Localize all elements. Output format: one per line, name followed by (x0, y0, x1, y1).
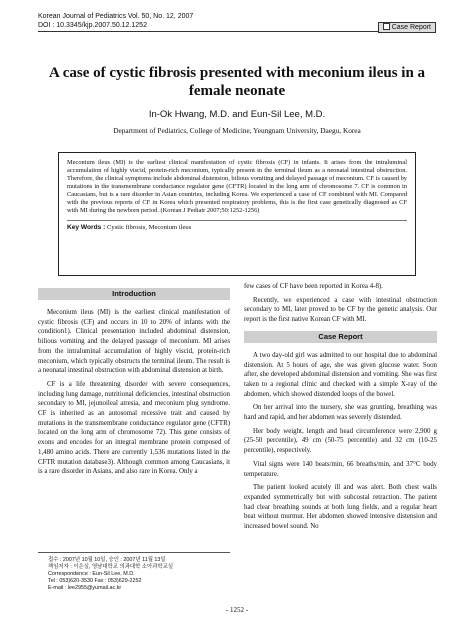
case-paragraph-2: On her arrival into the nursery, she was grunting, breathing was hard and rapid, and her abdomen was severely distended. (244, 404, 437, 422)
contact-email: E-mail : lee2955@yumail.ac.kr (48, 585, 122, 592)
corresponding-author: Correspondence : Eun-Sil Lee, M.D. (48, 571, 135, 578)
intro-paragraph-2: CF is a life threatening disorder with severe consequences, including lung damage, nutritional deficiencies, intestinal obstruction secondary to MI, jejunoileal atresia, and meconium plug syndrome. CF is inherited as an autosomal recessive trait and caused by mutations in the transmembrane conductance regulator gene (CFTR) located on the long arm of chromosome 72). This gene consists of exons and encodes for an integral membrane protein composed of 1,480 amino acids. There are currently 1,536 mutations listed in the CFTR mutation database3). Although common among Caucasians, it is a rare disorder in Asians, and also rare in Korea. Only a (38, 380, 230, 476)
received-date: 접수 : 2007년 10월 10일, 승인 : 2007년 11월 13일 (48, 557, 166, 563)
journal-header (38, 12, 436, 32)
corresponding-author-korean: 책임저자 : 이은실, 영남대학교 의과대학 소아과학교실 (48, 564, 174, 571)
journal-name: Korean Journal of Pediatrics Vol. 50, No. 12, 2007 (38, 13, 194, 20)
badge-label: Case Report (391, 24, 431, 31)
abstract-text: Meconium ileus (MI) is the earliest clinical manifestation of cystic fibrosis (CF) in infants. It arises from the intraluminal accumulation of highly viscid, protein-rich meconium, typically present in the terminal ileum as a neonatal intestinal obstruction. Therefore, the clinical symptoms include abdominal distension, bilious vomiting and delayed passage of meconium. CF is caused by mutations in the transmembrane conductance regulator gene (CFTR) located in the long arm of chromosome 7. CF is common in Caucasians, but is a rare disorder in Asian countries, including Korea. We experienced a case of CF combined with MI. Compared with the previous reports of CF in Korea which presented respiratory problems, this is the first case genetically diagnosed as CF with MI during the newborn period. (Korean J Pediatr 2007;50:1252-1256) (67, 159, 407, 214)
intro-paragraph-1: Meconium ileus (MI) is the earliest clinical manifestation of cystic fibrosis (CF) and occurs in 10 to 20% of infants with the condition1). Clinical presentation included abdominal distension, bilious vomiting and the delayed passage of meconium. MI arises from the intraluminal accumulation of highly viscid, protein-rich meconium, which typically obstructs the terminal ileum. The result is a neonatal intestinal obstruction with abdominal distension at birth. (38, 309, 230, 375)
left-column (38, 282, 230, 481)
keywords-value: Cystic fibrosis, Meconium ileus (107, 224, 192, 231)
affiliation: Department of Pediatrics, College of Medicine, Yeungnam University, Daegu, Korea (113, 126, 361, 135)
intro-paragraph-4: Recently, we experienced a case with intestinal obstruction secondary to MI, later proved to be CF by the genetic analysis. Our report is the first native Korean CF with MI. (244, 296, 437, 324)
authors: In-Ok Hwang, M.D. and Eun-Sil Lee, M.D. (148, 109, 326, 120)
intro-paragraph-3: few cases of CF have been reported in Korea 4-8). (244, 283, 383, 290)
case-paragraph-1: A two day-old girl was admitted to our hospital due to abdominal distension. At 5 hours of age, she was given glucose water. Soon after, she developed abdominal distension and vomiting. She was first taken to a regional clinic and checked with a simple X-ray of the abdomen, which showed distended loops of the bowel. (244, 351, 437, 398)
keywords (67, 220, 407, 231)
header-rule (38, 31, 436, 32)
contact-phone-fax: Tel : 053)620-3530 Fax : 053)629-2252 (48, 578, 142, 585)
page-number: - 1252 - (225, 606, 249, 614)
case-paragraph-3: Her body weight, length and head circumference were 2,900 g (25-50 percentile), 49 cm (50-75 percentile) and 32 cm (10-25 percentile), respectively. (244, 427, 437, 455)
correspondence-footnote (38, 552, 230, 592)
section-heading-case-report: Case Report (244, 331, 437, 343)
article-type-badge (378, 22, 436, 33)
case-paragraph-4: Vital signs were 140 beats/min, 66 breaths/min, and 37°C body temperature. (244, 460, 437, 478)
article-title: A case of cystic fibrosis presented with meconium ileus in a female neonate (48, 65, 426, 99)
abstract-box (58, 152, 416, 276)
doi: DOI : 10.3345/kjp.2007.50.12.1252 (38, 22, 147, 29)
section-heading-introduction: Introduction (38, 288, 230, 300)
keywords-label: Key Words : (67, 224, 106, 231)
right-column (244, 282, 437, 536)
case-paragraph-5: The patient looked acutely ill and was alert. Both chest walls expanded symmetrically but with subcostal retraction. The patient had clear breathing sounds at both lung fields, and a regular heart beat without murmur. Her abdomen showed intensive distension and increased bowel sound. No (244, 484, 437, 531)
square-icon (383, 23, 390, 30)
